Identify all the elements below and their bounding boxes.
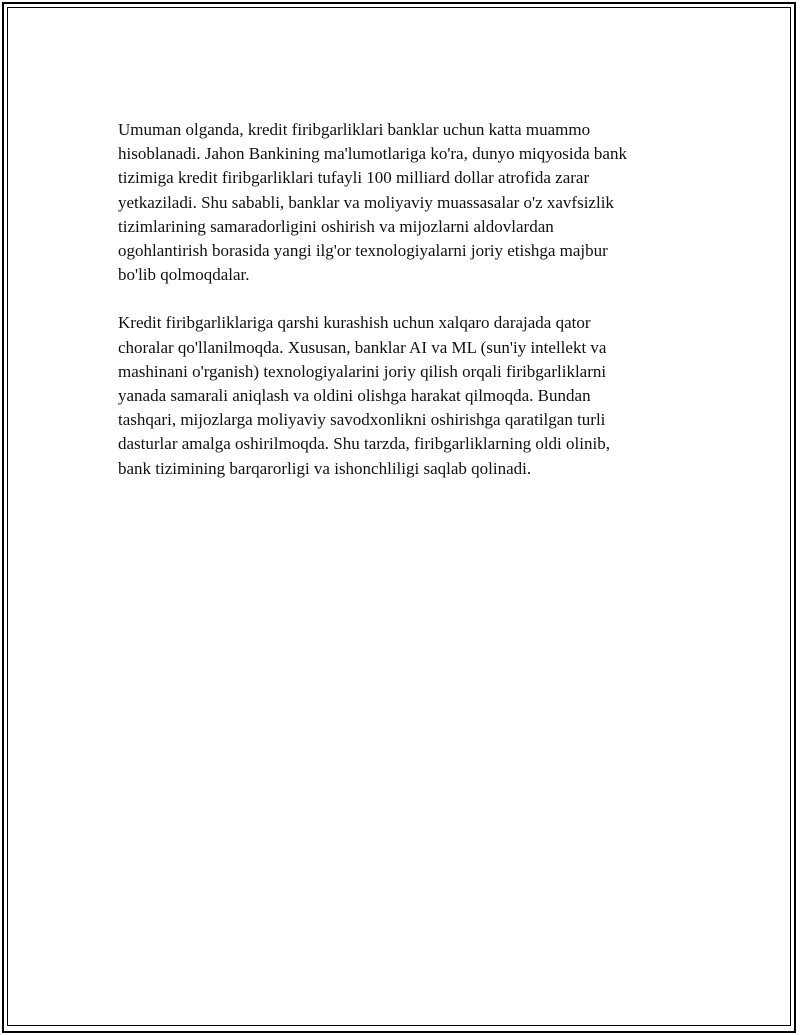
document-body [118,118,688,505]
text-line: yetkaziladi. Shu sababli, banklar va moliyaviy muassasalar o'z xavfsizlik [118,192,614,212]
text-line: choralar qo'llanilmoqda. Xususan, banklar AI va ML (sun'iy intellekt va [118,337,607,357]
text-line: Umuman olganda, kredit firibgarliklari banklar uchun katta muammo [118,120,591,139]
text-line: tizimiga kredit firibgarliklari tufayli 100 milliard dollar atrofida zarar [118,168,590,188]
text-line: Kredit firibgarliklariga qarshi kurashish uchun xalqaro darajada qator [118,313,591,333]
text-line: yanada samarali aniqlash va oldini olishga harakat qilmoqda. Bundan [118,386,591,406]
text-line: ogohlantirish borasida yangi ilg'or texnologiyalarni joriy etishga majbur [118,241,608,261]
paragraph-1 [118,118,688,287]
paragraph-2 [118,311,688,480]
text-line: bo'lib qolmoqdalar. [118,265,250,285]
text-line: tashqari, mijozlarga moliyaviy savodxonlikni oshirishga qaratilgan turli [118,410,606,430]
text-line: mashinani o'rganish) texnologiyalarini joriy qilish orqali firibgarliklarni [118,361,607,381]
text-line: bank tizimining barqarorligi va ishonchliligi saqlab qolinadi. [118,458,532,478]
text-line: hisoblanadi. Jahon Bankining ma'lumotlariga ko'ra, dunyo miqyosida bank [118,144,627,164]
text-line: tizimlarining samaradorligini oshirish va mijozlarni aldovlardan [118,216,554,236]
text-line: dasturlar amalga oshirilmoqda. Shu tarzda, firibgarliklarning oldi olinib, [118,434,610,454]
